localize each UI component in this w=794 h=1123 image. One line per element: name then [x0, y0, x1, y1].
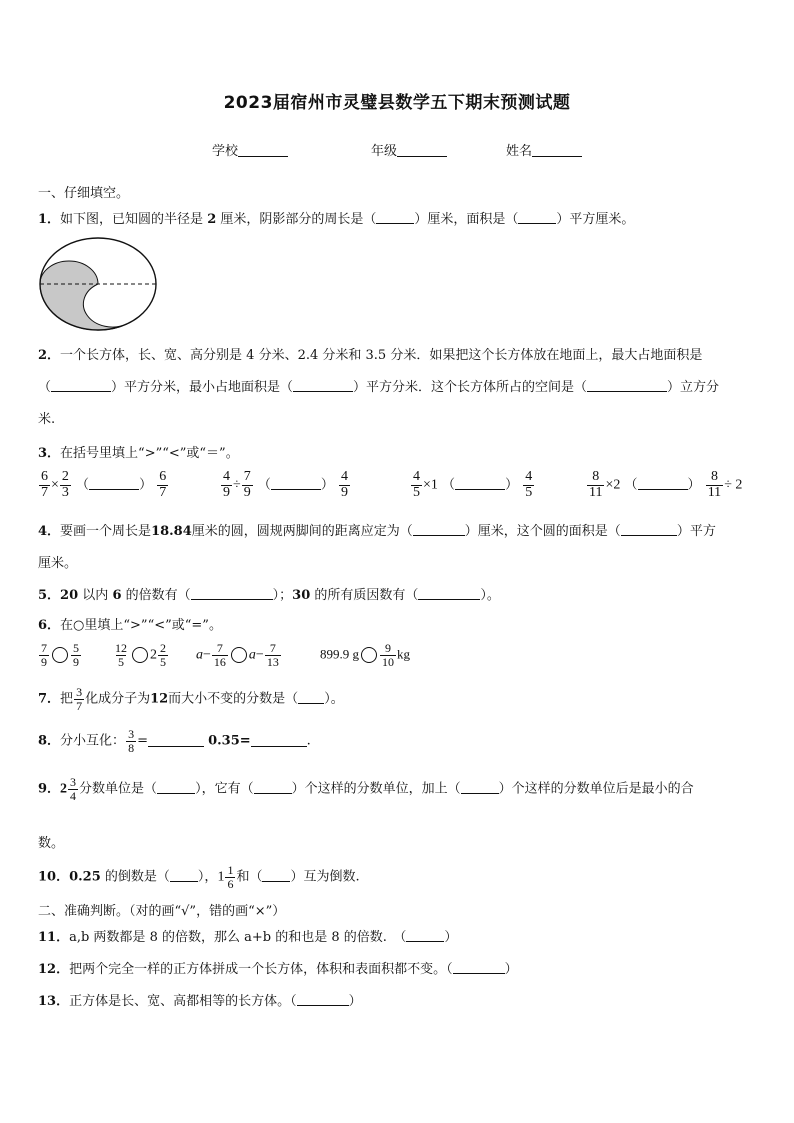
- school-blank[interactable]: [238, 143, 288, 157]
- q8-end-text: .: [306, 733, 311, 749]
- question-12: [38, 958, 518, 977]
- q6-e4-b-d-text: 10: [382, 654, 394, 669]
- q10-text-a-text: 的倒数是（: [104, 869, 170, 885]
- q7-num-text: 7．: [38, 691, 61, 707]
- q2-line1-text: 一个长方体，长、宽、高分别是 4 分米、2.4 分米和 3.5 分米．如果把这个长方体放在地面上，最大占地面积是: [60, 348, 703, 363]
- answer-paren: [262, 869, 290, 885]
- q2-num-text: 2．: [38, 348, 61, 363]
- page-title: 2023届宿州市灵璧县数学五下期末预测试题: [223, 93, 571, 113]
- question-5: [38, 584, 500, 603]
- q5-text-d-text: 的所有质因数有（: [314, 588, 419, 603]
- q8-blank-decimal[interactable]: [148, 733, 204, 747]
- q4-num-text: 4．: [38, 524, 61, 539]
- q7-text-c-text: 而大小不变的分数是（: [168, 691, 299, 707]
- q3-items-2-op-text: ×1: [423, 477, 438, 493]
- question-10: [38, 864, 360, 890]
- q3-items-1-op-text: ÷: [233, 477, 241, 493]
- fraction: [158, 642, 168, 668]
- q6-expr-3: [196, 642, 282, 668]
- q4-text-d-text: ）平方: [676, 524, 716, 539]
- q2-blank-volume[interactable]: [587, 379, 667, 392]
- answer-paren: [191, 587, 273, 603]
- shaded-region: [40, 261, 127, 330]
- q9-f-n-text: 3: [70, 775, 77, 789]
- answer-paren: [621, 523, 677, 539]
- q2-blank-min[interactable]: [293, 379, 353, 392]
- q5-text-a-text: 以内: [82, 588, 109, 603]
- q10-value-text: 0.25: [69, 869, 101, 885]
- q6-text-text: 在○里填上“>”“<”或“=”。: [60, 618, 222, 633]
- question-4: [38, 520, 716, 539]
- q3-items-2-a-d-text: 5: [413, 484, 420, 500]
- question-4-line2: 厘米。: [38, 556, 78, 571]
- q6-expr-4: [320, 642, 410, 668]
- answer-paren: [51, 379, 111, 395]
- question-2-line2: [38, 376, 719, 395]
- q7-value-text: 12: [150, 691, 169, 707]
- q6-circle-2[interactable]: [132, 647, 148, 663]
- q12-num-text: 12．: [38, 962, 70, 977]
- name-field: [506, 140, 582, 159]
- q3-blank-3[interactable]: [455, 477, 505, 490]
- fraction: [39, 470, 50, 500]
- q8-dec-text: 0.35=: [208, 733, 251, 749]
- q8-f-d-text: 8: [128, 740, 135, 755]
- q9-text-b-text: ），它有（: [195, 781, 254, 797]
- q3-item-4: [586, 470, 742, 500]
- q7-blank[interactable]: [298, 691, 324, 704]
- answer-paren: [157, 781, 195, 797]
- q3-items-0-b-d-text: 3: [61, 484, 69, 500]
- q3-items-0-op-text: ×: [51, 477, 59, 493]
- q9-blank-count[interactable]: [254, 781, 292, 794]
- q1-radius-text: 2: [207, 212, 217, 227]
- q3-items-3-r-d-text: 11: [707, 484, 722, 500]
- q3-items-0-a-d-text: 7: [41, 484, 48, 500]
- fraction: [74, 686, 84, 712]
- q3-lp-text: （: [624, 477, 638, 493]
- q10-text-d-text: ）互为倒数.: [290, 869, 360, 885]
- q10-f-n-text: 1: [227, 863, 234, 877]
- fraction: [113, 642, 129, 668]
- q5-a-text: 20: [60, 588, 79, 603]
- fraction: [221, 470, 232, 500]
- q6-circle-3[interactable]: [231, 647, 247, 663]
- q13-num-text: 13．: [38, 994, 70, 1009]
- q13-lp-text: （: [290, 994, 297, 1009]
- q12-lp-text: （: [446, 962, 453, 977]
- q12-rp-text: ）: [504, 962, 518, 977]
- q10-f-d-text: 6: [227, 876, 234, 891]
- q8-text-a-text: 分小互化：: [60, 733, 126, 749]
- answer-paren: [418, 587, 480, 603]
- q3-blank-2[interactable]: [271, 477, 321, 490]
- q3-item-2: [220, 470, 351, 500]
- answer-paren: [89, 477, 139, 493]
- answer-paren: [293, 379, 353, 395]
- q3-items-2-r-n-text: 4: [525, 469, 533, 484]
- q3-num-text: 3．: [38, 446, 61, 461]
- question-2-line3: 米.: [38, 412, 56, 427]
- q3-items-1-b-n-text: 7: [243, 469, 251, 484]
- answer-paren: [297, 993, 349, 1009]
- q3-items-3-r-n-text: 8: [710, 469, 718, 484]
- q9-num-text: 9．: [38, 781, 61, 797]
- q13-text-text: 正方体是长、宽、高都相等的长方体。: [69, 994, 291, 1009]
- q3-items-0-r-n-text: 6: [159, 469, 167, 484]
- q6-e3-var-text: a: [248, 647, 256, 663]
- q6-e2-b-whole-text: 2: [150, 647, 157, 663]
- q9-f-d-text: 4: [70, 788, 77, 803]
- q3-items-1-a-n-text: 4: [223, 469, 230, 484]
- q2-blank-max[interactable]: [51, 379, 111, 392]
- name-label: 姓名: [506, 144, 533, 159]
- q1-text-a-text: 如下图，已知圆的半径是: [60, 212, 204, 227]
- section1-heading: 一、仔细填空。: [38, 186, 130, 201]
- question-6: [38, 614, 222, 633]
- q3-items-3-a-n-text: 8: [592, 469, 600, 484]
- q10-num-text: 10．: [38, 869, 70, 885]
- q7-f-n-text: 3: [76, 685, 83, 699]
- q11-rp-text: ）: [444, 930, 458, 945]
- school-label: 学校: [212, 144, 239, 159]
- answer-paren: [638, 477, 688, 493]
- q3-items-3-op-text: ×2: [605, 477, 621, 493]
- q3-item-1: [38, 470, 169, 500]
- grade-label: 年级: [371, 144, 398, 159]
- q4-blank-distance[interactable]: [413, 523, 465, 536]
- grade-blank[interactable]: [397, 143, 447, 157]
- fraction: [523, 470, 534, 500]
- q6-e3-var-text: a: [196, 647, 203, 663]
- q3-rp-text: ）: [505, 477, 519, 493]
- q4-text-b-text: 厘米的圆，圆规两脚间的距离应定为（: [191, 524, 413, 539]
- q3-items-1-r-d-text: 9: [341, 484, 348, 500]
- question-7: [38, 686, 344, 712]
- fraction: [71, 642, 81, 668]
- q3-items-1-r-n-text: 4: [341, 469, 348, 484]
- q6-e4-b-n-text: 9: [385, 641, 391, 655]
- q6-e2-b-n-text: 2: [160, 641, 166, 655]
- answer-paren: [455, 477, 505, 493]
- q10-text-c-text: 和（: [236, 869, 263, 885]
- fraction: [126, 728, 136, 754]
- q6-e2-b-d-text: 5: [160, 654, 166, 669]
- q9-whole-text: 2: [60, 781, 68, 797]
- q6-e3-a-d-text: 16: [213, 654, 226, 669]
- q6-expr-1: [38, 642, 82, 668]
- q6-e1-a-n-text: 7: [41, 641, 47, 655]
- q1-text-c-text: ）厘米，面积是（: [414, 212, 519, 227]
- q5-text-b-text: 的倍数有（: [125, 588, 191, 603]
- q8-f-n-text: 3: [128, 727, 135, 741]
- answer-paren: [413, 523, 465, 539]
- q7-text-d-text: ）。: [324, 691, 344, 707]
- q5-c-text: 30: [292, 588, 311, 603]
- q5-text-e-text: ）。: [480, 588, 500, 603]
- answer-paren: [461, 781, 499, 797]
- q8-blank-fraction[interactable]: [251, 733, 307, 747]
- fraction: [39, 642, 49, 668]
- q3-lp-text: （: [442, 477, 456, 493]
- q7-text-b-text: 化成分子为: [85, 691, 151, 707]
- q2-line2-c-text: ）平方分米．这个长方体所占的空间是（: [353, 380, 588, 395]
- q3-rp-text: ）: [139, 477, 153, 493]
- q11-text-text: a,b 两数都是 8 的倍数，那么 a+b 的和也是 8 的倍数.: [69, 930, 387, 945]
- q3-items-1-a-d-text: 9: [223, 484, 230, 500]
- q3-lp-text: （: [257, 477, 271, 493]
- q11-answer-blank[interactable]: [406, 929, 444, 942]
- q3-blank-4[interactable]: [638, 477, 688, 490]
- question-13: [38, 990, 362, 1009]
- q6-e1-a-d-text: 9: [41, 654, 47, 669]
- question-9: [38, 776, 694, 802]
- q9-blank-add[interactable]: [461, 781, 499, 794]
- q1-text-b-text: 厘米，阴影部分的周长是（: [220, 212, 377, 227]
- question-2: [38, 344, 702, 363]
- q6-num-text: 6．: [38, 618, 61, 633]
- q6-e4-unit-text: kg: [397, 646, 410, 662]
- answer-paren: [254, 781, 292, 797]
- q2-line2-a-text: （: [38, 380, 52, 395]
- q12-answer-blank[interactable]: [453, 961, 505, 974]
- q13-answer-blank[interactable]: [297, 993, 349, 1006]
- q6-circle-1[interactable]: [52, 647, 68, 663]
- yin-yang-figure: [38, 236, 158, 332]
- q8-eq-text: =: [137, 733, 148, 749]
- answer-paren: [587, 379, 667, 395]
- q4-value-text: 18.84: [151, 524, 192, 539]
- name-blank[interactable]: [532, 143, 582, 157]
- q3-items-0-b-n-text: 2: [61, 469, 69, 484]
- q3-rp-text: ）: [687, 477, 701, 493]
- fraction: [380, 642, 396, 668]
- q6-expr-2: [112, 642, 169, 668]
- answer-paren: [298, 691, 324, 707]
- question-9-line2: 数。: [38, 836, 65, 851]
- q10-whole-text: 1: [217, 869, 225, 885]
- school-field: [212, 140, 288, 159]
- q6-e3-minus-text: −: [203, 647, 211, 663]
- fraction: [706, 470, 723, 500]
- q5-b-text: 6: [112, 588, 122, 603]
- q3-items-2-a-n-text: 4: [413, 469, 420, 484]
- q9-text-a-text: 分数单位是（: [79, 781, 158, 797]
- q6-e3-b-d-text: 13: [266, 654, 279, 669]
- answer-paren: [453, 961, 505, 977]
- q2-line2-d-text: ）立方分: [667, 380, 720, 395]
- q1-blank-area[interactable]: [518, 211, 556, 224]
- q7-text-a-text: 把: [60, 691, 74, 707]
- question-11: [38, 926, 457, 945]
- q6-e1-b-d-text: 9: [73, 654, 79, 669]
- fraction: [212, 642, 228, 668]
- q6-e3-minus-text: −: [255, 647, 264, 663]
- fraction: [411, 470, 422, 500]
- q6-e2-a-n-text: 12: [115, 641, 127, 655]
- answer-paren: [406, 929, 444, 945]
- fraction: [60, 470, 71, 500]
- fraction: [242, 470, 253, 500]
- fraction: [587, 470, 604, 500]
- q6-e4-left-text: 899.9 g: [320, 646, 359, 662]
- q11-lp-text: （: [399, 930, 407, 945]
- q3-item-3: [410, 470, 535, 500]
- q3-items-3-r-tail-text: ÷ 2: [724, 477, 743, 493]
- section2-heading: 二、准确判断。（对的画“√”，错的画“×”）: [38, 904, 286, 919]
- q6-circle-4[interactable]: [361, 647, 377, 663]
- q3-items-2-r-d-text: 5: [525, 484, 533, 500]
- q9-text-d-text: ）个这样的分数单位后是最小的合: [498, 781, 694, 797]
- fraction: [265, 642, 281, 668]
- question-3: [38, 442, 239, 461]
- q13-rp-text: ）: [348, 994, 362, 1009]
- q7-f-d-text: 7: [76, 698, 83, 713]
- q6-e2-a-d-text: 5: [118, 654, 124, 669]
- fraction: [68, 776, 78, 802]
- q4-blank-area[interactable]: [621, 523, 677, 536]
- q5-num-text: 5．: [38, 588, 61, 603]
- q1-blank-perimeter[interactable]: [376, 211, 414, 224]
- q4-text-a-text: 要画一个周长是: [60, 524, 152, 539]
- q4-text-c-text: ）厘米，这个圆的面积是（: [464, 524, 621, 539]
- q10-blank-pair[interactable]: [262, 869, 290, 882]
- fraction: [157, 470, 168, 500]
- q6-e3-a-n-text: 7: [216, 641, 223, 655]
- q2-line2-b-text: ）平方分米，最小占地面积是（: [111, 380, 294, 395]
- answer-paren: [518, 211, 556, 227]
- question-1: [38, 208, 634, 227]
- q3-lp-text: （: [76, 477, 90, 493]
- q3-items-1-b-d-text: 9: [243, 484, 251, 500]
- answer-paren: [376, 211, 414, 227]
- q3-items-0-a-n-text: 6: [41, 469, 48, 484]
- q6-e3-b-n-text: 7: [269, 641, 276, 655]
- answer-paren: [271, 477, 321, 493]
- fraction: [225, 864, 235, 890]
- q9-text-c-text: ）个这样的分数单位，加上（: [291, 781, 461, 797]
- q11-num-text: 11．: [38, 930, 70, 945]
- q5-text-c-text: ）；: [272, 588, 293, 603]
- q9-blank-unit[interactable]: [157, 781, 195, 794]
- fraction: [339, 470, 350, 500]
- q8-num-text: 8．: [38, 733, 61, 749]
- q5-blank-prime-factors[interactable]: [418, 587, 480, 600]
- q6-e1-b-n-text: 5: [73, 641, 79, 655]
- answer-paren: [170, 869, 198, 885]
- q5-blank-multiples[interactable]: [191, 587, 273, 600]
- q12-text-text: 把两个完全一样的正方体拼成一个长方体，体积和表面积都不变。: [69, 962, 447, 977]
- q1-num-text: 1．: [38, 212, 61, 227]
- q10-text-b-text: ），: [197, 869, 218, 885]
- q10-blank-reciprocal[interactable]: [170, 869, 198, 882]
- question-8: [38, 728, 311, 754]
- q3-rp-text: ）: [320, 477, 334, 493]
- q3-items-0-r-d-text: 7: [159, 484, 167, 500]
- q3-items-3-a-d-text: 11: [589, 484, 603, 500]
- q3-blank-1[interactable]: [89, 477, 139, 490]
- q1-text-d-text: ）平方厘米。: [556, 212, 635, 227]
- grade-field: [371, 140, 447, 159]
- q3-text-text: 在括号里填上“>”“<”或“＝”。: [60, 446, 239, 461]
